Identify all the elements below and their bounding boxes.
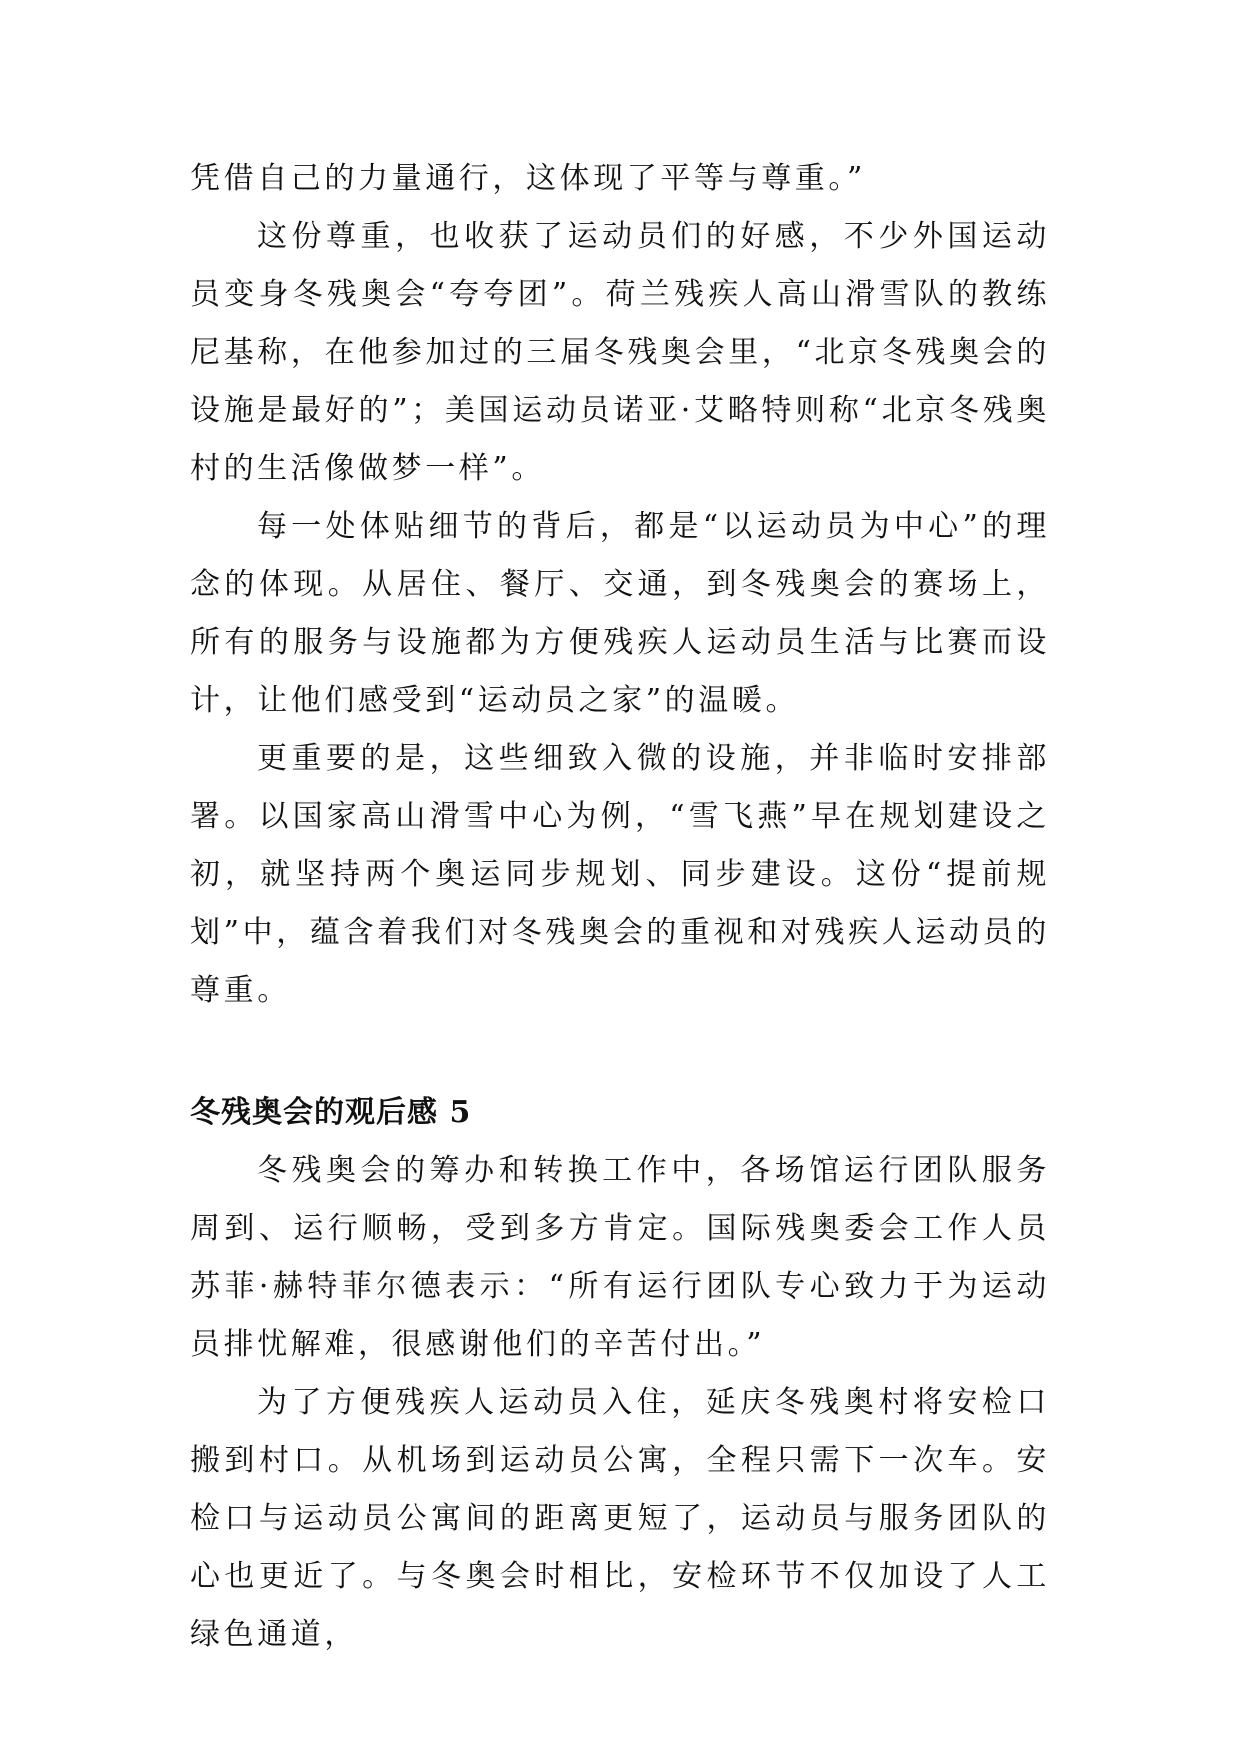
paragraph: 为了方便残疾人运动员入住，延庆冬残奥村将安检口搬到村口。从机场到运动员公寓，全程只需下一次车。安检口与运动员公寓间的距离更短了，运动员与服务团队的心也更近了。与冬奥会时相比，安检环节不仅加设了人工绿色通道， <box>190 1385 1050 1652</box>
paragraph: 冬残奥会的筹办和转换工作中，各场馆运行团队服务周到、运行顺畅，受到多方肯定。国际残奥委会工作人员苏菲·赫特菲尔德表示：“所有运行团队专心致力于为运动员排忧解难，很感谢他们的辛苦付出。” <box>190 1153 1050 1362</box>
section-title: 冬残奥会的观后感 5 <box>190 1095 472 1130</box>
paragraph: 每一处体贴细节的背后，都是“以运动员为中心”的理念的体现。从居住、餐厅、交通，到冬残奥会的赛场上，所有的服务与设施都为方便残疾人运动员生活与比赛而设计，让他们感受到“运动员之家”的温暖。 <box>190 509 1050 718</box>
paragraph-continued: 凭借自己的力量通行，这体现了平等与尊重。” <box>190 161 866 196</box>
document-body <box>190 150 1050 1664</box>
paragraph: 这份尊重，也收获了运动员们的好感，不少外国运动员变身冬残奥会“夸夸团”。荷兰残疾人高山滑雪队的教练尼基称，在他参加过的三届冬残奥会里，“北京冬残奥会的设施是最好的”；美国运动员诺亚·艾略特则称“北京冬残奥村的生活像做梦一样”。 <box>190 219 1050 486</box>
paragraph: 更重要的是，这些细致入微的设施，并非临时安排部署。以国家高山滑雪中心为例，“雪飞燕”早在规划建设之初，就坚持两个奥运同步规划、同步建设。这份“提前规划”中，蕴含着我们对冬残奥会的重视和对残疾人运动员的尊重。 <box>190 741 1050 1008</box>
